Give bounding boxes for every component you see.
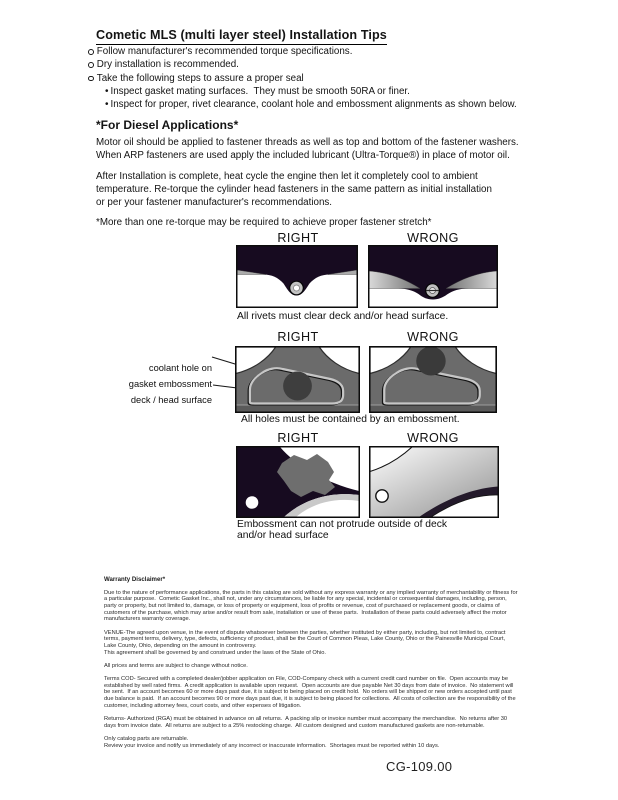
list-item xyxy=(105,98,517,111)
hole-embossment-right-svg xyxy=(235,346,360,413)
tip-text: Follow manufacturer's recommended torque specifications. xyxy=(96,46,353,57)
rivet-wrong-diagram xyxy=(368,245,498,308)
filled-bullet-icon: • xyxy=(105,85,109,97)
row3-caption xyxy=(237,519,447,541)
right-label: RIGHT xyxy=(277,330,319,344)
warranty-paragraph: Due to the nature of performance applications, the parts in this catalog are sold without any express warranty or any implied warranty of merchantability or fitness for a particular purpose. Cometic Gasket Inc., shall not, under any circumstances, be liable for any special, incidental or consequential damages, including, person, party or property, but not limited to, damage, or loss of property or equipment, loss of profits or revenue, cost of purchased or replacement goods, or claims of customers of the purchase, which may arise and/or result from sale, installation or use of these parts. Installation of these parts could adversely affect the motor manufacturers warranty coverage. xyxy=(104,589,520,623)
list-item xyxy=(88,72,517,85)
wrong-label: WRONG xyxy=(407,231,459,245)
wrong-label: WRONG xyxy=(407,431,459,445)
page-title-wrap xyxy=(96,26,387,45)
paragraph-line: temperature. Re-torque the cylinder head fasteners in the same pattern as initial installation xyxy=(96,184,492,196)
hole-embossment-wrong-svg xyxy=(369,346,497,413)
callout-line: coolant hole on xyxy=(148,363,212,374)
embossment-wrong-diagram xyxy=(369,346,497,413)
warranty-paragraph: All prices and terms are subject to change without notice. xyxy=(104,662,248,669)
callout-line: deck / head surface xyxy=(130,394,212,405)
retorque-note: *More than one re-torque may be required to achieve proper fastener stretch* xyxy=(96,217,432,228)
warranty-paragraph: This agreement shall be governed by and construed under the laws of the State of Ohio. xyxy=(104,649,326,656)
rivet-right-diagram xyxy=(236,245,358,308)
right-label: RIGHT xyxy=(277,231,319,245)
list-item xyxy=(105,85,517,98)
warranty-heading: Warranty Disclaimer* xyxy=(104,576,166,583)
protrusion-wrong-svg xyxy=(369,446,499,518)
diesel-paragraph-2 xyxy=(96,170,492,210)
right-label: RIGHT xyxy=(277,431,319,445)
warranty-paragraph: VENUE-The agreed upon venue, in the event of dispute whatsoever between the parties, whether instituted by either party, including, but not limited to, contract terms, payment terms, delivery, type, defects, sufficiency of product, shall be the Court of Common Pleas, Lake County, Ohio or the Painesville Municipal Court, Lake County, Ohio, depending on the amount in controversy. xyxy=(104,629,508,649)
paragraph-line: After Installation is complete, heat cycle the engine then let it completely cool to ambient xyxy=(96,171,478,182)
gasket-embossment-callout: gasket embossment xyxy=(128,379,212,389)
warranty-paragraph: Only catalog parts are returnable. xyxy=(104,735,189,742)
rivet-clear-wrong-svg xyxy=(368,245,498,308)
embossment-right-diagram xyxy=(235,346,360,413)
diesel-section-heading: *For Diesel Applications* xyxy=(96,118,239,132)
coolant-hole-icon xyxy=(416,347,445,376)
page-code: CG-109.00 xyxy=(386,759,453,774)
protrusion-wrong-diagram xyxy=(369,446,499,518)
installation-tips-list xyxy=(88,45,517,111)
caption-line: Embossment can not protrude outside of deck xyxy=(237,519,448,530)
warranty-paragraph: Returns- Authorized (RGA) must be obtained in advance on all returns. A packing slip or invoice number must accompany the merchandise. No returns after 30 days from invoice date. All returns are subject to a 25% restocking charge. All custom designed and custom manufactured gaskets are non-returnable. xyxy=(104,716,509,729)
open-bullet-icon xyxy=(88,62,94,68)
row2-caption: All holes must be contained by an embossment. xyxy=(241,414,460,425)
tip-text: Take the following steps to assure a proper seal xyxy=(96,72,304,84)
coolant-hole-icon xyxy=(283,372,312,401)
bolt-hole-icon xyxy=(376,490,388,502)
paragraph-line: When ARP fasteners are used apply the included lubricant (Ultra-Torque®) in place of motor oil. xyxy=(96,150,510,162)
wrong-label: WRONG xyxy=(407,330,459,344)
paragraph-line: or per your fastener manufacturer's recommendations. xyxy=(96,197,333,209)
open-bullet-icon xyxy=(88,49,94,55)
warranty-paragraph: Review your invoice and notify us immediately of any incorrect or inaccurate information. Shortages must be reported within 10 days. xyxy=(104,742,440,749)
page-title: Cometic MLS (multi layer steel) Installation Tips xyxy=(96,28,387,45)
paragraph-line: Motor oil should be applied to fastener threads as well as top and bottom of the fastener washers. xyxy=(96,137,519,148)
list-item xyxy=(88,58,517,71)
warranty-disclaimer-section xyxy=(104,576,518,749)
tip-text: Inspect for proper, rivet clearance, coolant hole and embossment alignments as shown below. xyxy=(110,99,517,111)
protrusion-right-svg xyxy=(236,446,360,518)
protrusion-right-diagram xyxy=(236,446,360,518)
rivet-clear-right-svg xyxy=(236,245,358,308)
tip-text: Dry installation is recommended. xyxy=(96,59,239,71)
open-bullet-icon xyxy=(88,76,94,82)
row1-caption: All rivets must clear deck and/or head surface. xyxy=(237,311,449,322)
tip-text: Inspect gasket mating surfaces. They must be smooth 50RA or finer. xyxy=(110,85,410,97)
filled-bullet-icon: • xyxy=(105,99,109,111)
bolt-hole-icon xyxy=(246,496,259,509)
warranty-paragraph: Terms COD- Secured with a completed dealer/jobber application on File, COD-Company check with a current credit card number on file. Open accounts may be established by well rated firms. A credit application is available upon request. Open accounts are due payable Net 30 days from date of invoice. No statement will be sent. If an account becomes 60 or more days past due, it is subject to being placed on credit hold. No orders will be shipped or new orders accepted until past due balance is paid. If an account becomes 90 or more days past due, it is subject to being placed for collections. All costs of collection are the responsibility of the customer, including attorney fees, court costs, and other expenses of litigation. xyxy=(104,676,518,709)
diesel-paragraph-1 xyxy=(96,136,519,162)
list-item xyxy=(88,45,517,58)
caption-line: and/or head surface xyxy=(237,530,329,541)
